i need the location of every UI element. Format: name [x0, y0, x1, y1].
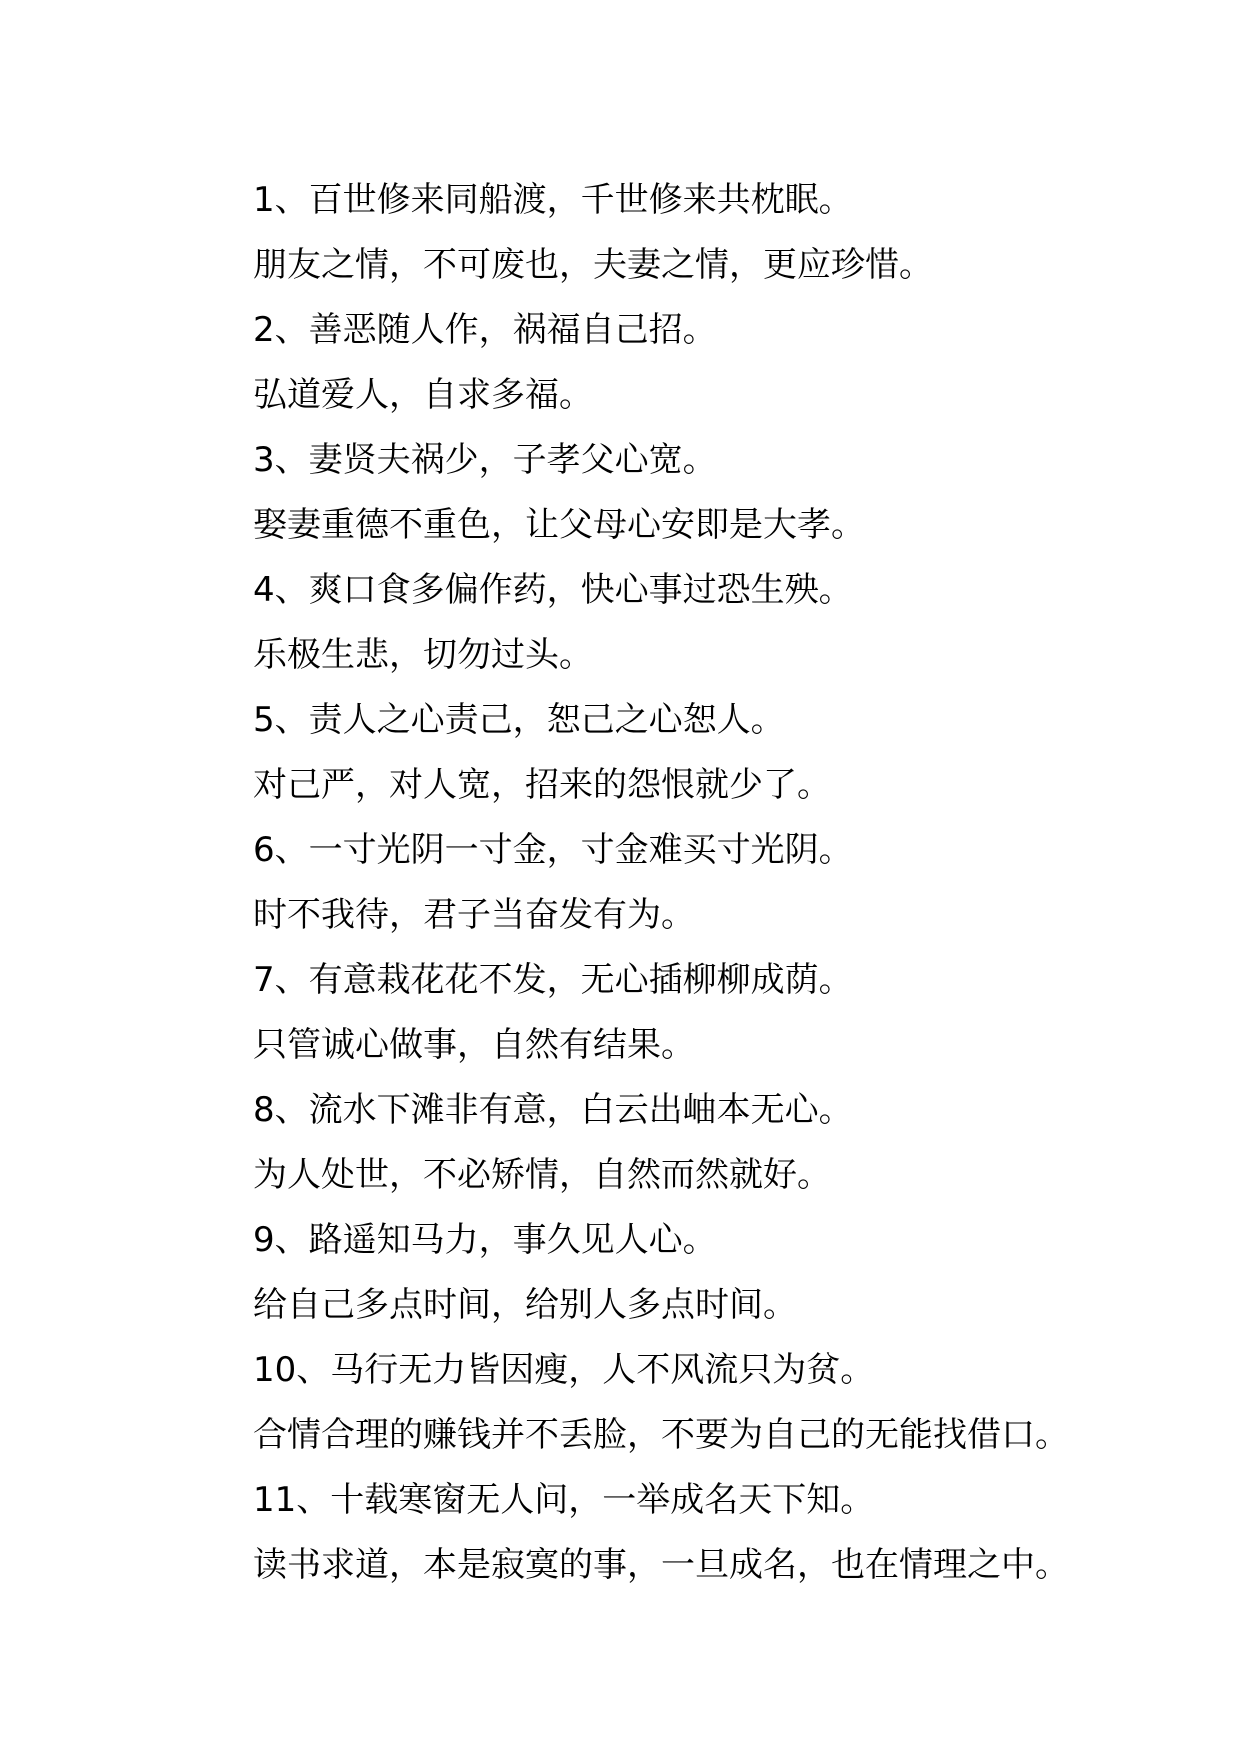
commentary-line-6: 时不我待，君子当奋发有为。: [253, 895, 695, 935]
commentary-line-1: 朋友之情，不可废也，夫妻之情，更应珍惜。: [253, 245, 933, 285]
proverb-line-8: 8、流水下滩非有意，白云出岫本无心。: [253, 1090, 853, 1130]
proverb-line-5: 5、责人之心责己，恕己之心恕人。: [253, 700, 785, 740]
proverb-line-4: 4、爽口食多偏作药，快心事过恐生殃。: [253, 570, 853, 610]
commentary-line-5: 对己严，对人宽，招来的怨恨就少了。: [253, 765, 831, 805]
proverb-line-11: 11、十载寒窗无人问，一举成名天下知。: [253, 1480, 875, 1520]
commentary-line-3: 娶妻重德不重色，让父母心安即是大孝。: [253, 505, 865, 545]
proverb-line-3: 3、妻贤夫祸少，子孝父心宽。: [253, 440, 717, 480]
proverb-line-1: 1、百世修来同船渡，千世修来共枕眠。: [253, 180, 853, 220]
commentary-line-10: 合情合理的赚钱并不丢脸，不要为自己的无能找借口。: [253, 1415, 1069, 1455]
proverb-line-10: 10、马行无力皆因瘦，人不风流只为贫。: [253, 1350, 875, 1390]
commentary-line-7: 只管诚心做事，自然有结果。: [253, 1025, 695, 1065]
proverb-line-9: 9、路遥知马力，事久见人心。: [253, 1220, 717, 1260]
commentary-line-9: 给自己多点时间，给别人多点时间。: [253, 1285, 797, 1325]
commentary-line-8: 为人处世，不必矫情，自然而然就好。: [253, 1155, 831, 1195]
proverb-line-6: 6、一寸光阴一寸金，寸金难买寸光阴。: [253, 830, 853, 870]
commentary-line-2: 弘道爱人，自求多福。: [253, 375, 593, 415]
commentary-line-11: 读书求道，本是寂寞的事，一旦成名，也在情理之中。: [253, 1545, 1069, 1585]
proverb-line-7: 7、有意栽花花不发，无心插柳柳成荫。: [253, 960, 853, 1000]
proverb-line-2: 2、善恶随人作，祸福自己招。: [253, 310, 717, 350]
document-body: [253, 168, 1153, 1598]
commentary-line-4: 乐极生悲，切勿过头。: [253, 635, 593, 675]
